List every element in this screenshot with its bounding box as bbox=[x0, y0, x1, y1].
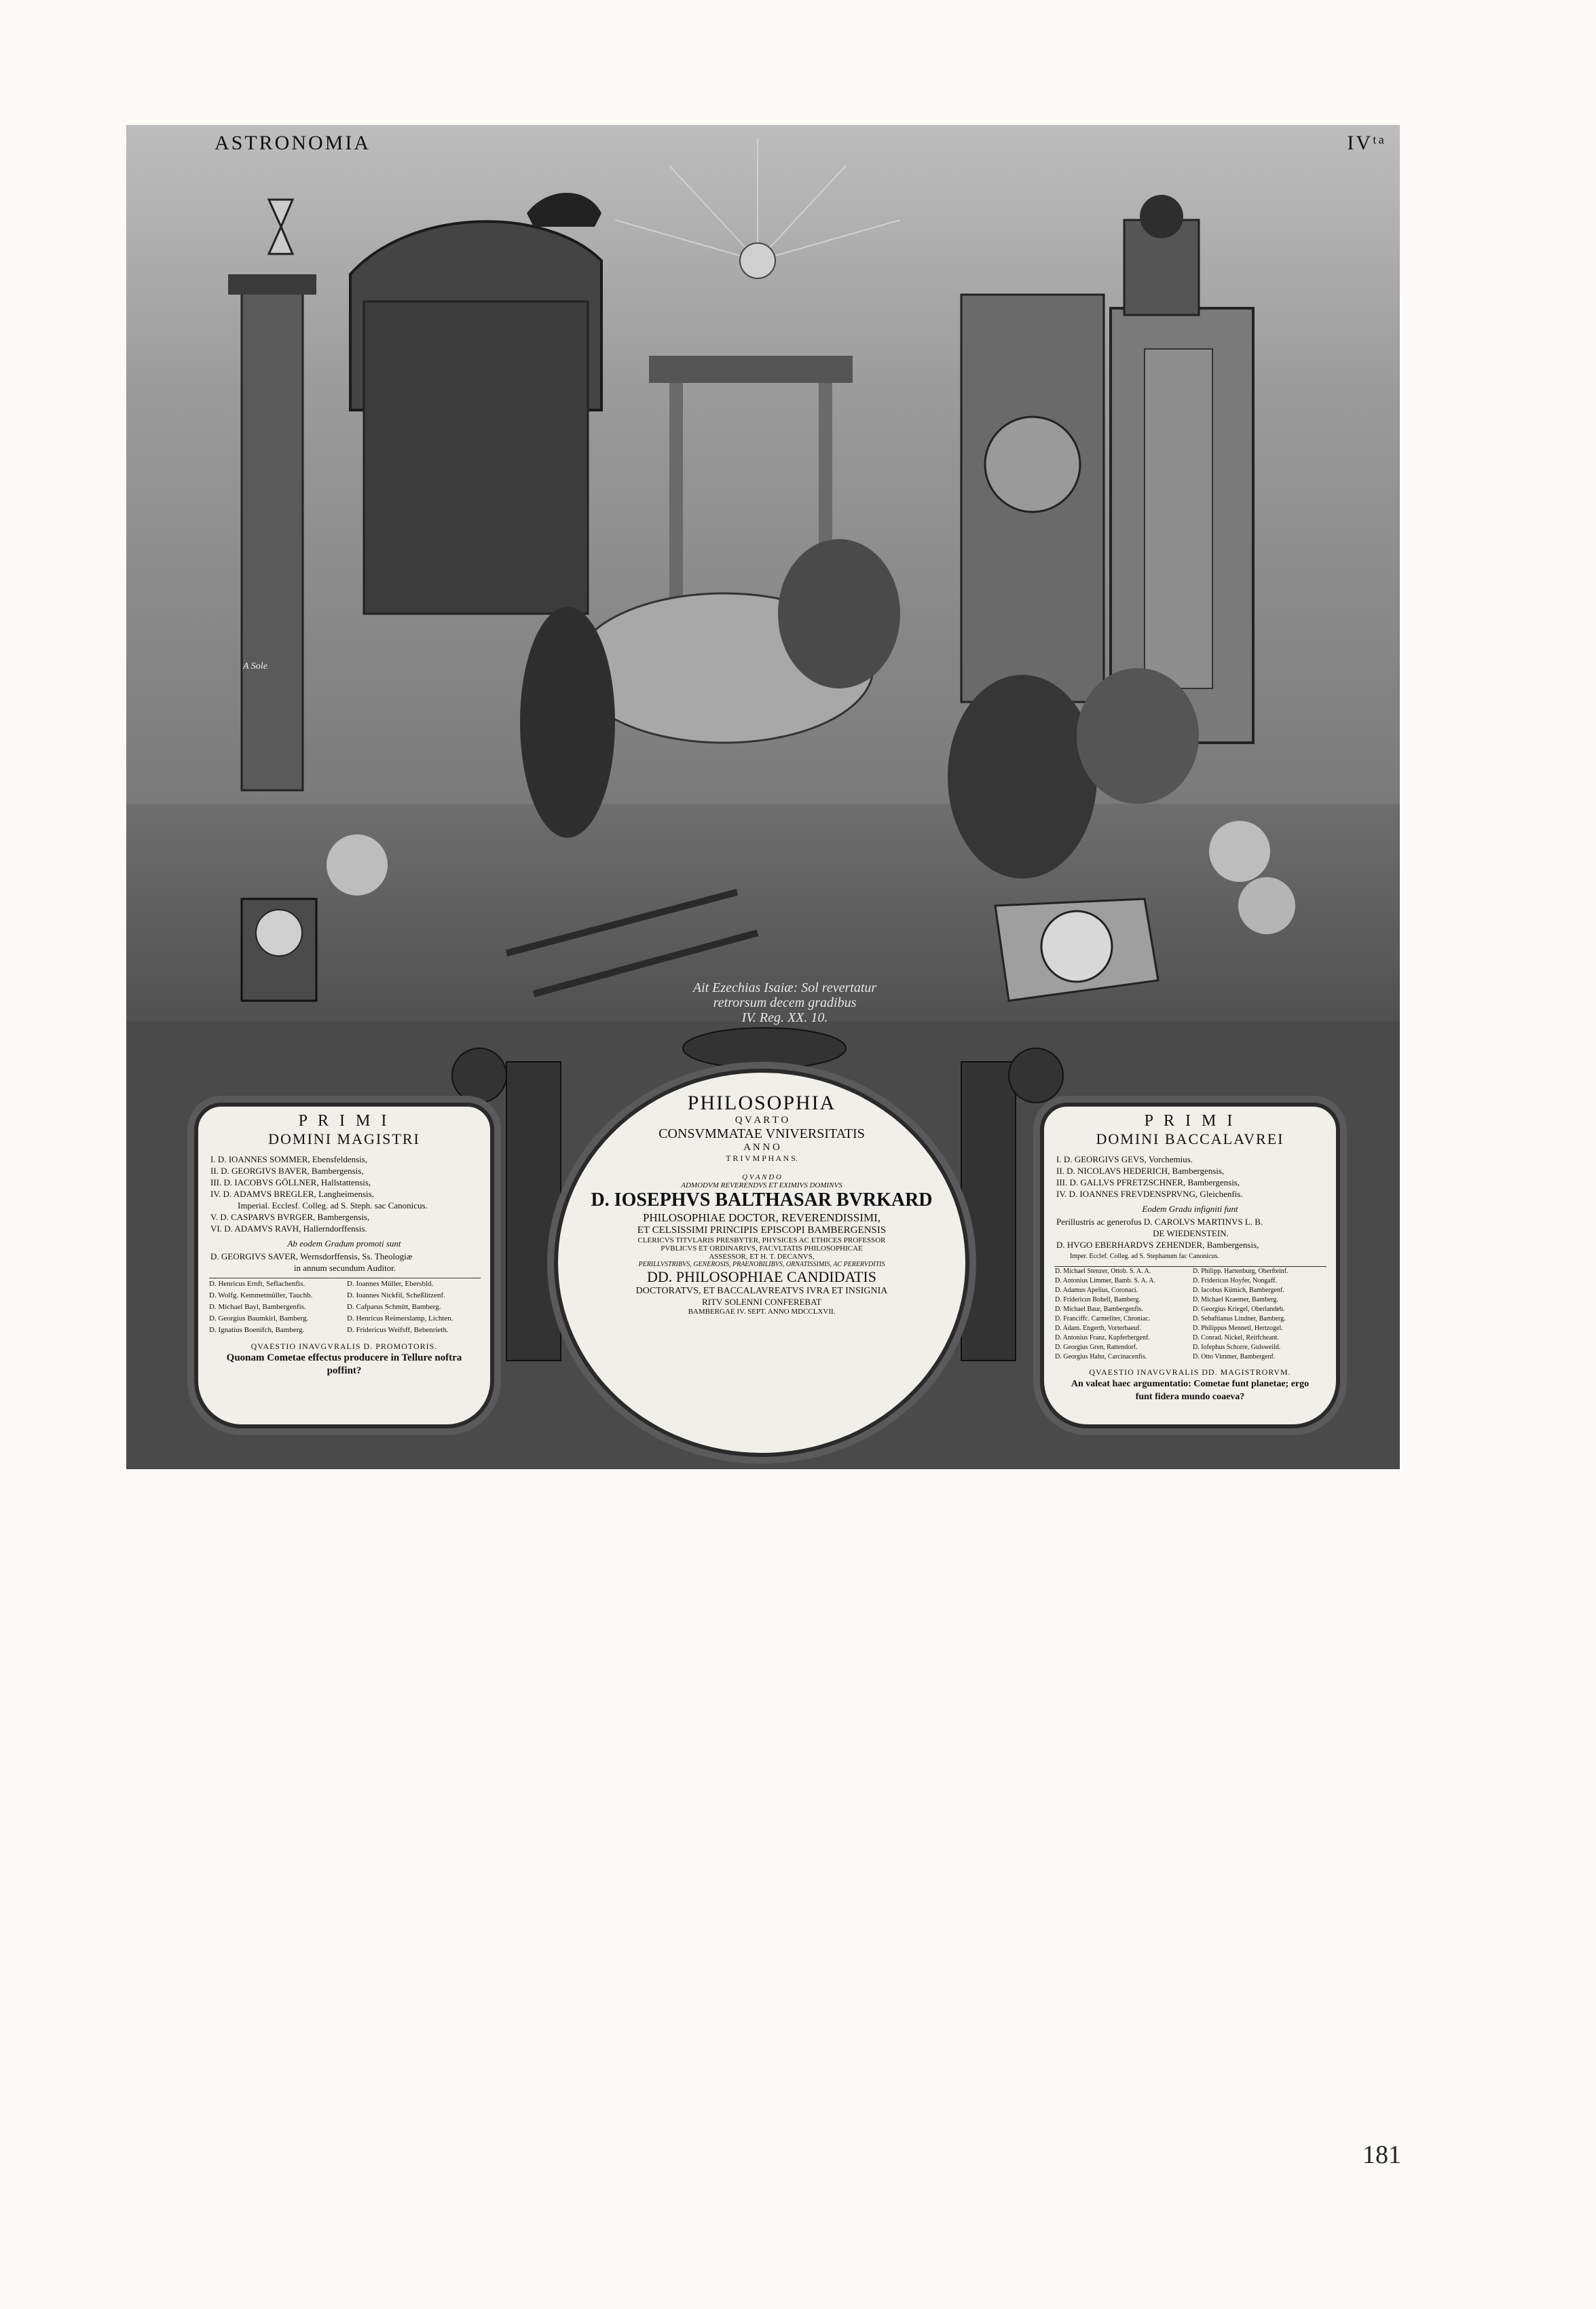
grid-item: D. Georgius Baumkirl, Bamberg. bbox=[209, 1314, 309, 1323]
list-item: II. D. GEORGIVS BAVER, Bambergensis, bbox=[210, 1166, 364, 1176]
list-item: Imperial. Ecclesf. Colleg. ad S. Steph. sac Canonicus. bbox=[238, 1200, 428, 1211]
grid-item: D. Georgius Hahn, Carcinacenfis. bbox=[1055, 1353, 1147, 1361]
grid-item: D. Ignatius Boenifch, Bamberg. bbox=[209, 1326, 305, 1334]
grid-item: D. Michael Kraemer, Bamberg. bbox=[1193, 1296, 1279, 1304]
verse-line: retrorsum decem gradibus bbox=[713, 995, 857, 1010]
center-line: Q V A N D O bbox=[742, 1173, 781, 1181]
center-line: PERILLVSTRIBVS, GENEROSIS, PRAENOBILIBVS, ORNATISSIMIS, AC PERERVDITIS bbox=[638, 1261, 885, 1268]
center-line: RITV SOLENNI CONFEREBAT bbox=[702, 1297, 821, 1307]
baccalaurei-list bbox=[1056, 1153, 1325, 1200]
grid-item: D. Wolfg. Kemmetmüller, Tauchb. bbox=[209, 1291, 313, 1299]
center-line: CONSVMMATAE VNIVERSITATIS bbox=[658, 1126, 865, 1141]
left-title-1: P R I M I bbox=[298, 1112, 390, 1130]
grid-item: D. Henricus Ernft, Seflachenfis. bbox=[209, 1280, 305, 1288]
engraving-plate bbox=[126, 125, 1400, 1469]
left-title-2: DOMINI MAGISTRI bbox=[268, 1130, 420, 1147]
list-item: I. D. IOANNES SOMMER, Ebensfeldensis, bbox=[210, 1154, 368, 1164]
verse-line: Ait Ezechias Isaiæ: Sol revertatur bbox=[692, 980, 877, 995]
sub-list bbox=[210, 1251, 479, 1274]
grid-item: D. Henricus Reimerslamp, Lichten. bbox=[347, 1314, 453, 1323]
page-number: 181 bbox=[1362, 2141, 1401, 2169]
grid-item: D. Georgius Kriegel, Oberlandeb. bbox=[1193, 1306, 1285, 1313]
center-line: ASSESSOR, ET H. T. DECANVS, bbox=[709, 1253, 815, 1261]
center-line: DD. PHILOSOPHIAE CANDIDATIS bbox=[647, 1268, 876, 1285]
grid-item: D. Fridericus Weifsff, Bebenrieth. bbox=[347, 1326, 449, 1334]
grid-item: D. Otto Vimmer, Bambergenf. bbox=[1193, 1353, 1276, 1361]
magistri-list bbox=[210, 1153, 479, 1234]
grid-item: D. Georgius Gren, Rattendorf. bbox=[1055, 1344, 1138, 1351]
list-item: III. D. IACOBVS GÖLLNER, Hallstattensis, bbox=[210, 1177, 371, 1187]
list-item: D. GEORGIVS SAVER, Wernsdorffensis, Ss. Theologiæ bbox=[210, 1251, 413, 1261]
question-text: An valeat haec argumentatio: Cometae funt planetae; ergo funt fidera mundo coaeva? bbox=[1071, 1379, 1310, 1402]
center-line: BAMBERGAE IV. SEPT. ANNO MDCCLXVII. bbox=[688, 1308, 836, 1316]
grid-item: D. Conrad. Nickel, Reitfcheant. bbox=[1193, 1334, 1279, 1342]
verse-line: IV. Reg. XX. 10. bbox=[741, 1010, 828, 1025]
grid-item: D. Fridericus Bohell, Bamberg. bbox=[1055, 1296, 1140, 1304]
grid-item: D. Sebaftianus Lindner, Bamberg. bbox=[1193, 1315, 1286, 1323]
candidate-grid bbox=[1055, 1266, 1326, 1362]
grid-item: D. Fridericus Hoyfer, Nongaff. bbox=[1193, 1277, 1277, 1285]
candidate-grid bbox=[209, 1278, 481, 1336]
sub-list bbox=[1056, 1216, 1325, 1262]
grid-item: D. Philippus Mennetl, Hertzogel. bbox=[1193, 1325, 1283, 1332]
grid-item: D. Philipp. Hartenburg, Oberfteinf. bbox=[1193, 1268, 1288, 1275]
grid-item: D. Michael Bayl, Bambergenfis. bbox=[209, 1303, 306, 1311]
center-line: ADMODVM REVERENDVS ET EXIMIVS DOMINVS bbox=[681, 1181, 842, 1189]
grid-item: D. Iacobus Kümich, Bambergenf. bbox=[1193, 1287, 1284, 1294]
center-line: PHILOSOPHIAE DOCTOR, REVERENDISSIMI, bbox=[642, 1211, 881, 1224]
center-line: CLERICVS TITVLARIS PRESBYTER, PHYSICES AC ETHICES PROFESSOR bbox=[637, 1236, 886, 1244]
plate-title: ASTRONOMIA bbox=[215, 132, 371, 154]
grid-item: D. Ioannes Müller, Ebersbld. bbox=[347, 1280, 434, 1288]
list-item: Imper. Ecclef. Colleg. ad S. Stephanum fac Canonicus. bbox=[1070, 1253, 1219, 1260]
verse-inscription bbox=[683, 980, 887, 1025]
question-text: Quonam Cometae effectus producere in Tellure noftra poffint? bbox=[226, 1352, 462, 1376]
list-item: V. D. CASPARVS BVRGER, Bambergensis, bbox=[210, 1212, 370, 1222]
list-item: IV. D. ADAMVS BREGLER, Langheimensis, bbox=[210, 1189, 374, 1199]
center-line: Q V A R T O bbox=[735, 1115, 789, 1126]
center-cartouche bbox=[554, 1069, 969, 1457]
list-item: IV. D. IOANNES FREVDENSPRVNG, Gleichenfis. bbox=[1056, 1189, 1243, 1199]
grid-item: D. Franciffc. Carmeliter, Chroniac. bbox=[1055, 1315, 1151, 1323]
center-line: D. IOSEPHVS BALTHASAR BVRKARD bbox=[591, 1189, 933, 1211]
list-item: I. D. GEORGIVS GEVS, Vorchemius. bbox=[1056, 1154, 1193, 1164]
right-cartouche bbox=[1040, 1103, 1340, 1428]
center-line: ET CELSISSIMI PRINCIPIS EPISCOPI BAMBERGENSIS bbox=[637, 1225, 887, 1236]
grid-item: D. Adamus Apelius, Coronaci. bbox=[1055, 1287, 1138, 1294]
right-title-1: P R I M I bbox=[1144, 1112, 1236, 1130]
list-item: in annum secundum Auditor. bbox=[293, 1263, 396, 1273]
list-item: VI. D. ADAMVS RAVH, Hallerndorffensis. bbox=[210, 1223, 367, 1234]
grid-item: D. Antonius Franz, Kupferbergenf. bbox=[1055, 1334, 1150, 1342]
plate-number: IVᵗᵃ bbox=[1347, 132, 1386, 154]
question-label: QVAESTIO INAVGVRALIS D. PROMOTORIS. bbox=[250, 1342, 438, 1351]
sub-heading: Eodem Gradu infigniti funt bbox=[1142, 1204, 1238, 1214]
grid-item: D. Iofephus Schorre, Gulsweild. bbox=[1193, 1344, 1281, 1351]
list-item: Perillustris ac generofus D. CAROLVS MARTINVS L. B. bbox=[1056, 1217, 1263, 1227]
list-item: II. D. NICOLAVS HEDERICH, Bambergensis, bbox=[1056, 1166, 1225, 1176]
list-item: DE WIEDENSTEIN. bbox=[1153, 1228, 1229, 1238]
center-line: PVBLICVS ET ORDINARIVS, FACVLTATIS PHILOSOPHICAE bbox=[661, 1244, 863, 1253]
grid-item: D. Michael Stenzer, Ottob. S. A. A. bbox=[1055, 1268, 1151, 1275]
center-line: A N N O bbox=[743, 1142, 780, 1153]
grid-item: D. Ioannes Nickfil, Scheßlitzenf. bbox=[347, 1291, 445, 1299]
right-title-2: DOMINI BACCALAVREI bbox=[1096, 1130, 1284, 1147]
grid-item: D. Adam. Engerth, Vorterbaeuf. bbox=[1055, 1325, 1142, 1332]
grid-item: D. Michael Baur, Bambergenfis. bbox=[1055, 1306, 1143, 1313]
list-item: III. D. GALLVS PFRETZSCHNER, Bambergensis, bbox=[1056, 1177, 1240, 1187]
grid-item: D. Antonius Limmer, Bamb. S. A. A. bbox=[1055, 1277, 1155, 1285]
grid-item: D. Cafparus Schmitt, Bamberg. bbox=[347, 1303, 441, 1311]
list-item: D. HVGO EBERHARDVS ZEHENDER, Bambergensis, bbox=[1056, 1240, 1259, 1250]
left-cartouche bbox=[194, 1103, 494, 1428]
sub-heading: Ab eodem Gradum promoti sunt bbox=[287, 1238, 401, 1249]
center-line: DOCTORATVS, ET BACCALAVREATVS IVRA ET INSIGNIA bbox=[635, 1286, 888, 1296]
small-label: A Sole bbox=[243, 661, 267, 671]
question-label: QVAESTIO INAVGVRALIS DD. MAGISTRORVM. bbox=[1089, 1367, 1291, 1377]
center-line: T R I V M P H A N S. bbox=[726, 1153, 798, 1163]
center-line: PHILOSOPHIA bbox=[687, 1092, 836, 1114]
